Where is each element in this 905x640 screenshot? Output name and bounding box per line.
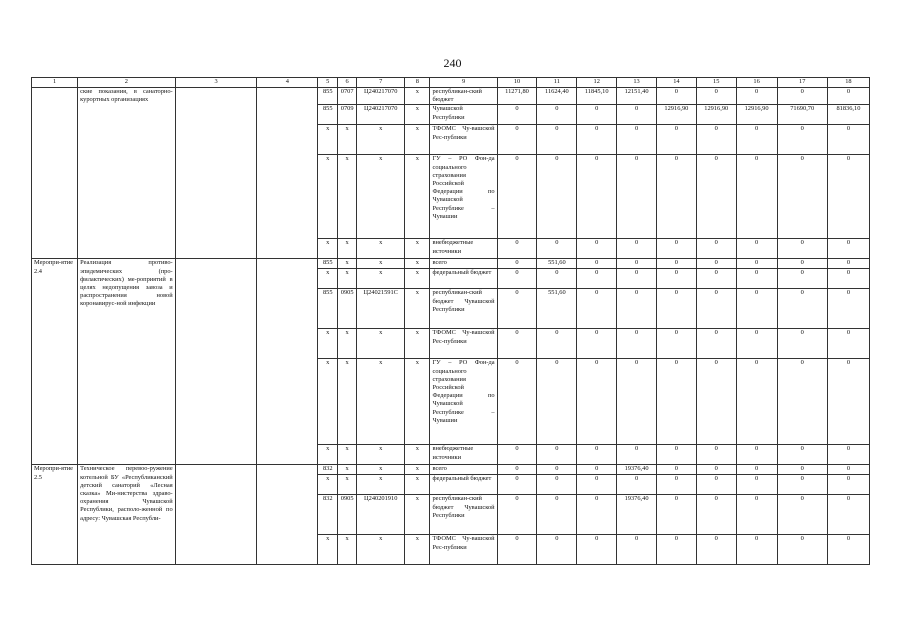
year-value-cell: 0 [656,88,696,105]
target-article-cell: Ц24021591С [357,289,405,329]
year-value-cell: 0 [827,88,869,105]
year-value-cell: 0 [827,259,869,269]
year-value-cell: 0 [827,125,869,155]
year-value-cell: 0 [497,259,537,269]
column-header-5: 5 [318,78,338,88]
year-value-cell: 0 [777,155,827,239]
year-value-cell: 0 [577,155,617,239]
funding-source-cell: ГУ – РО Фон-да социального страхования Российской Федерации по Чувашской Республике – Чувашии [430,155,497,239]
year-value-cell: 0 [577,289,617,329]
expense-group-cell: х [405,269,430,289]
year-value-cell: 11624,40 [537,88,577,105]
year-value-cell: 0 [656,495,696,535]
year-value-cell: 0 [617,239,657,259]
year-value-cell: 0 [696,239,736,259]
year-value-cell: 0 [777,535,827,565]
year-value-cell: 0 [777,329,827,359]
year-value-cell: 0 [617,329,657,359]
ministry-code-cell: х [318,155,338,239]
year-value-cell: 0 [617,125,657,155]
year-value-cell: 12916,90 [696,105,736,125]
expense-group-cell: х [405,105,430,125]
ministry-code-cell: 832 [318,465,338,475]
expense-group-cell: х [405,495,430,535]
expense-group-cell: х [405,289,430,329]
year-value-cell: 0 [617,475,657,495]
year-value-cell: 0 [617,105,657,125]
target-article-cell: х [357,155,405,239]
section-code-cell: 0905 [338,495,357,535]
year-value-cell: 0 [736,289,777,329]
year-value-cell: 0 [577,239,617,259]
year-value-cell: 0 [617,289,657,329]
year-value-cell: 0 [497,125,537,155]
year-value-cell: 0 [656,465,696,475]
event-number-cell: Меропри-ятие 2.5 [32,465,78,565]
section-code-cell: х [338,155,357,239]
event-description-cell: Техническое перевоо-ружение котельной БУ «Республиканский детский санаторий «Лесная сказка» Ми-нистерства здраво-охранения Чувашской Республики, располо-женной по адресу: Чувашская Республи- [78,465,176,565]
expense-group-cell: х [405,239,430,259]
year-value-cell: 0 [696,359,736,445]
year-value-cell: 0 [497,329,537,359]
year-value-cell: 0 [777,239,827,259]
year-value-cell: 0 [577,269,617,289]
expense-group-cell: х [405,359,430,445]
ministry-code-cell: х [318,445,338,465]
year-value-cell: 0 [696,535,736,565]
ministry-code-cell: х [318,329,338,359]
year-value-cell: 0 [696,465,736,475]
year-value-cell: 0 [497,359,537,445]
event-number-cell: Меропри-ятие 2.4 [32,259,78,465]
year-value-cell: 0 [537,125,577,155]
funding-source-cell: федеральный бюджет [430,269,497,289]
year-value-cell: 0 [577,125,617,155]
year-value-cell: 11271,80 [497,88,537,105]
expense-group-cell: х [405,329,430,359]
year-value-cell: 0 [577,329,617,359]
year-value-cell: 0 [777,125,827,155]
year-value-cell: 0 [736,239,777,259]
year-value-cell: 0 [827,475,869,495]
page-number: 240 [443,56,462,70]
ministry-code-cell: 855 [318,259,338,269]
year-value-cell: 0 [736,445,777,465]
column-header-17: 17 [777,78,827,88]
table-row [32,259,870,269]
year-value-cell: 0 [656,445,696,465]
target-indicator-cell [257,259,318,465]
year-value-cell: 0 [777,359,827,445]
target-article-cell: Ц240217070 [357,105,405,125]
ministry-code-cell: х [318,125,338,155]
ministry-code-cell: х [318,269,338,289]
year-value-cell: 0 [696,269,736,289]
year-value-cell: 0 [577,105,617,125]
year-value-cell: 0 [577,465,617,475]
year-value-cell: 0 [736,259,777,269]
event-description-cell: ские показания, в санаторно-курортных организациях [78,88,176,259]
year-value-cell: 0 [537,269,577,289]
year-value-cell: 0 [777,475,827,495]
year-value-cell: 0 [537,155,577,239]
column-header-8: 8 [405,78,430,88]
column-header-13: 13 [617,78,657,88]
target-article-cell: х [357,125,405,155]
year-value-cell: 0 [577,495,617,535]
target-article-cell: х [357,329,405,359]
ministry-code-cell: 855 [318,105,338,125]
year-value-cell: 0 [736,465,777,475]
column-header-7: 7 [357,78,405,88]
year-value-cell: 0 [617,535,657,565]
year-value-cell: 0 [537,445,577,465]
funding-source-cell: внебюджетные источники [430,445,497,465]
column-header-9: 9 [430,78,497,88]
section-code-cell: х [338,475,357,495]
year-value-cell: 0 [696,329,736,359]
target-article-cell: х [357,359,405,445]
year-value-cell: 0 [777,495,827,535]
target-article-cell: х [357,465,405,475]
year-value-cell: 0 [696,475,736,495]
year-value-cell: 0 [497,155,537,239]
year-value-cell: 0 [827,535,869,565]
year-value-cell: 0 [777,289,827,329]
target-article-cell: х [357,475,405,495]
expense-group-cell: х [405,155,430,239]
year-value-cell: 0 [537,475,577,495]
target-article-cell: х [357,259,405,269]
year-value-cell: 11845,10 [577,88,617,105]
year-value-cell: 0 [736,88,777,105]
year-value-cell: 0 [577,535,617,565]
ministry-code-cell: 855 [318,289,338,329]
column-header-11: 11 [537,78,577,88]
section-code-cell: х [338,259,357,269]
year-value-cell: 0 [537,495,577,535]
year-value-cell: 0 [736,329,777,359]
year-value-cell: 0 [656,359,696,445]
year-value-cell: 0 [696,88,736,105]
target-article-cell: х [357,239,405,259]
section-code-cell: 0905 [338,289,357,329]
year-value-cell: 71690,70 [777,105,827,125]
year-value-cell: 0 [497,535,537,565]
section-code-cell: х [338,269,357,289]
expense-group-cell: х [405,88,430,105]
year-value-cell: 0 [696,445,736,465]
event-description-cell: Реализация противо-эпидемических (про-филактических) ме-роприятий в целях недопущения завоза и распространения новой коронавирус-ной инфекции [78,259,176,465]
funding-source-cell: республикан-ский бюджет Чувашской Республики [430,289,497,329]
column-header-15: 15 [696,78,736,88]
section-code-cell: х [338,329,357,359]
ministry-code-cell: х [318,359,338,445]
table-row [32,88,870,105]
section-code-cell: х [338,359,357,445]
year-value-cell: 0 [497,475,537,495]
funding-source-cell: всего [430,465,497,475]
column-header-3: 3 [175,78,257,88]
executor-cell [175,88,257,259]
target-article-cell: х [357,269,405,289]
year-value-cell: 0 [656,289,696,329]
target-article-cell: Ц240201910 [357,495,405,535]
section-code-cell: х [338,535,357,565]
target-indicator-cell [257,465,318,565]
year-value-cell: 0 [777,259,827,269]
ministry-code-cell: 832 [318,495,338,535]
expense-group-cell: х [405,475,430,495]
year-value-cell: 0 [656,239,696,259]
section-code-cell: 0709 [338,105,357,125]
ministry-code-cell: 855 [318,88,338,105]
year-value-cell: 0 [577,259,617,269]
ministry-code-cell: х [318,475,338,495]
section-code-cell: 0707 [338,88,357,105]
funding-source-cell: республикан-ский бюджет Чувашской Республики [430,495,497,535]
year-value-cell: 0 [497,465,537,475]
year-value-cell: 0 [736,475,777,495]
year-value-cell: 0 [537,535,577,565]
year-value-cell: 0 [827,289,869,329]
column-header-4: 4 [257,78,318,88]
year-value-cell: 0 [656,155,696,239]
executor-cell [175,259,257,465]
funding-source-cell: ТФОМС Чу-вашской Рес-публики [430,535,497,565]
expense-group-cell: х [405,465,430,475]
year-value-cell: 551,60 [537,259,577,269]
column-header-18: 18 [827,78,869,88]
budget-table [31,77,870,565]
year-value-cell: 0 [777,465,827,475]
year-value-cell: 12916,90 [656,105,696,125]
column-header-14: 14 [656,78,696,88]
year-value-cell: 0 [617,259,657,269]
year-value-cell: 0 [497,445,537,465]
executor-cell [175,465,257,565]
section-code-cell: х [338,465,357,475]
year-value-cell: 12916,90 [736,105,777,125]
year-value-cell: 0 [617,359,657,445]
funding-source-cell: внебюджетные источники [430,239,497,259]
year-value-cell: 0 [617,445,657,465]
funding-source-cell: федеральный бюджет [430,475,497,495]
column-header-6: 6 [338,78,357,88]
year-value-cell: 0 [827,329,869,359]
year-value-cell: 0 [827,465,869,475]
year-value-cell: 0 [577,475,617,495]
funding-source-cell: ТФОМС Чу-вашской Рес-публики [430,329,497,359]
section-code-cell: х [338,125,357,155]
funding-source-cell: ГУ – РО Фон-да социального страхования Российской Федерации по Чувашской Республике – Чувашии [430,359,497,445]
funding-source-cell: Чувашской Республики [430,105,497,125]
year-value-cell: 0 [537,465,577,475]
year-value-cell: 0 [827,495,869,535]
year-value-cell: 0 [827,155,869,239]
year-value-cell: 0 [497,269,537,289]
year-value-cell: 0 [777,269,827,289]
year-value-cell: 0 [736,269,777,289]
target-article-cell: Ц240217070 [357,88,405,105]
year-value-cell: 19376,40 [617,495,657,535]
year-value-cell: 0 [736,359,777,445]
expense-group-cell: х [405,445,430,465]
year-value-cell: 0 [656,125,696,155]
year-value-cell: 0 [696,495,736,535]
expense-group-cell: х [405,259,430,269]
column-header-2: 2 [78,78,176,88]
year-value-cell: 0 [736,495,777,535]
year-value-cell: 0 [736,535,777,565]
year-value-cell: 0 [736,155,777,239]
column-header-12: 12 [577,78,617,88]
year-value-cell: 0 [696,125,736,155]
year-value-cell: 81836,10 [827,105,869,125]
funding-source-cell: республикан-ский бюджет [430,88,497,105]
year-value-cell: 0 [777,88,827,105]
year-value-cell: 0 [656,269,696,289]
ministry-code-cell: х [318,239,338,259]
year-value-cell: 0 [777,445,827,465]
year-value-cell: 0 [497,105,537,125]
year-value-cell: 0 [497,495,537,535]
column-header-16: 16 [736,78,777,88]
year-value-cell: 0 [656,475,696,495]
funding-source-cell: всего [430,259,497,269]
expense-group-cell: х [405,125,430,155]
year-value-cell: 0 [537,105,577,125]
event-number-cell [32,88,78,259]
year-value-cell: 0 [497,289,537,329]
year-value-cell: 0 [656,535,696,565]
year-value-cell: 0 [696,155,736,239]
section-code-cell: х [338,239,357,259]
year-value-cell: 0 [537,359,577,445]
column-header-1: 1 [32,78,78,88]
year-value-cell: 0 [617,155,657,239]
year-value-cell: 0 [537,239,577,259]
year-value-cell: 0 [577,359,617,445]
target-article-cell: х [357,535,405,565]
year-value-cell: 0 [656,259,696,269]
year-value-cell: 0 [497,239,537,259]
year-value-cell: 0 [827,359,869,445]
column-header-10: 10 [497,78,537,88]
year-value-cell: 0 [827,269,869,289]
year-value-cell: 12151,40 [617,88,657,105]
year-value-cell: 0 [827,445,869,465]
year-value-cell: 551,60 [537,289,577,329]
section-code-cell: х [338,445,357,465]
year-value-cell: 0 [696,289,736,329]
year-value-cell: 0 [656,329,696,359]
target-article-cell: х [357,445,405,465]
funding-source-cell: ТФОМС Чу-вашской Рес-публики [430,125,497,155]
year-value-cell: 0 [577,445,617,465]
year-value-cell: 0 [696,259,736,269]
year-value-cell: 0 [827,239,869,259]
year-value-cell: 0 [617,269,657,289]
expense-group-cell: х [405,535,430,565]
year-value-cell: 0 [537,329,577,359]
ministry-code-cell: х [318,535,338,565]
year-value-cell: 0 [736,125,777,155]
target-indicator-cell [257,88,318,259]
table-header-row [32,78,870,88]
table-row [32,465,870,475]
year-value-cell: 19376,40 [617,465,657,475]
